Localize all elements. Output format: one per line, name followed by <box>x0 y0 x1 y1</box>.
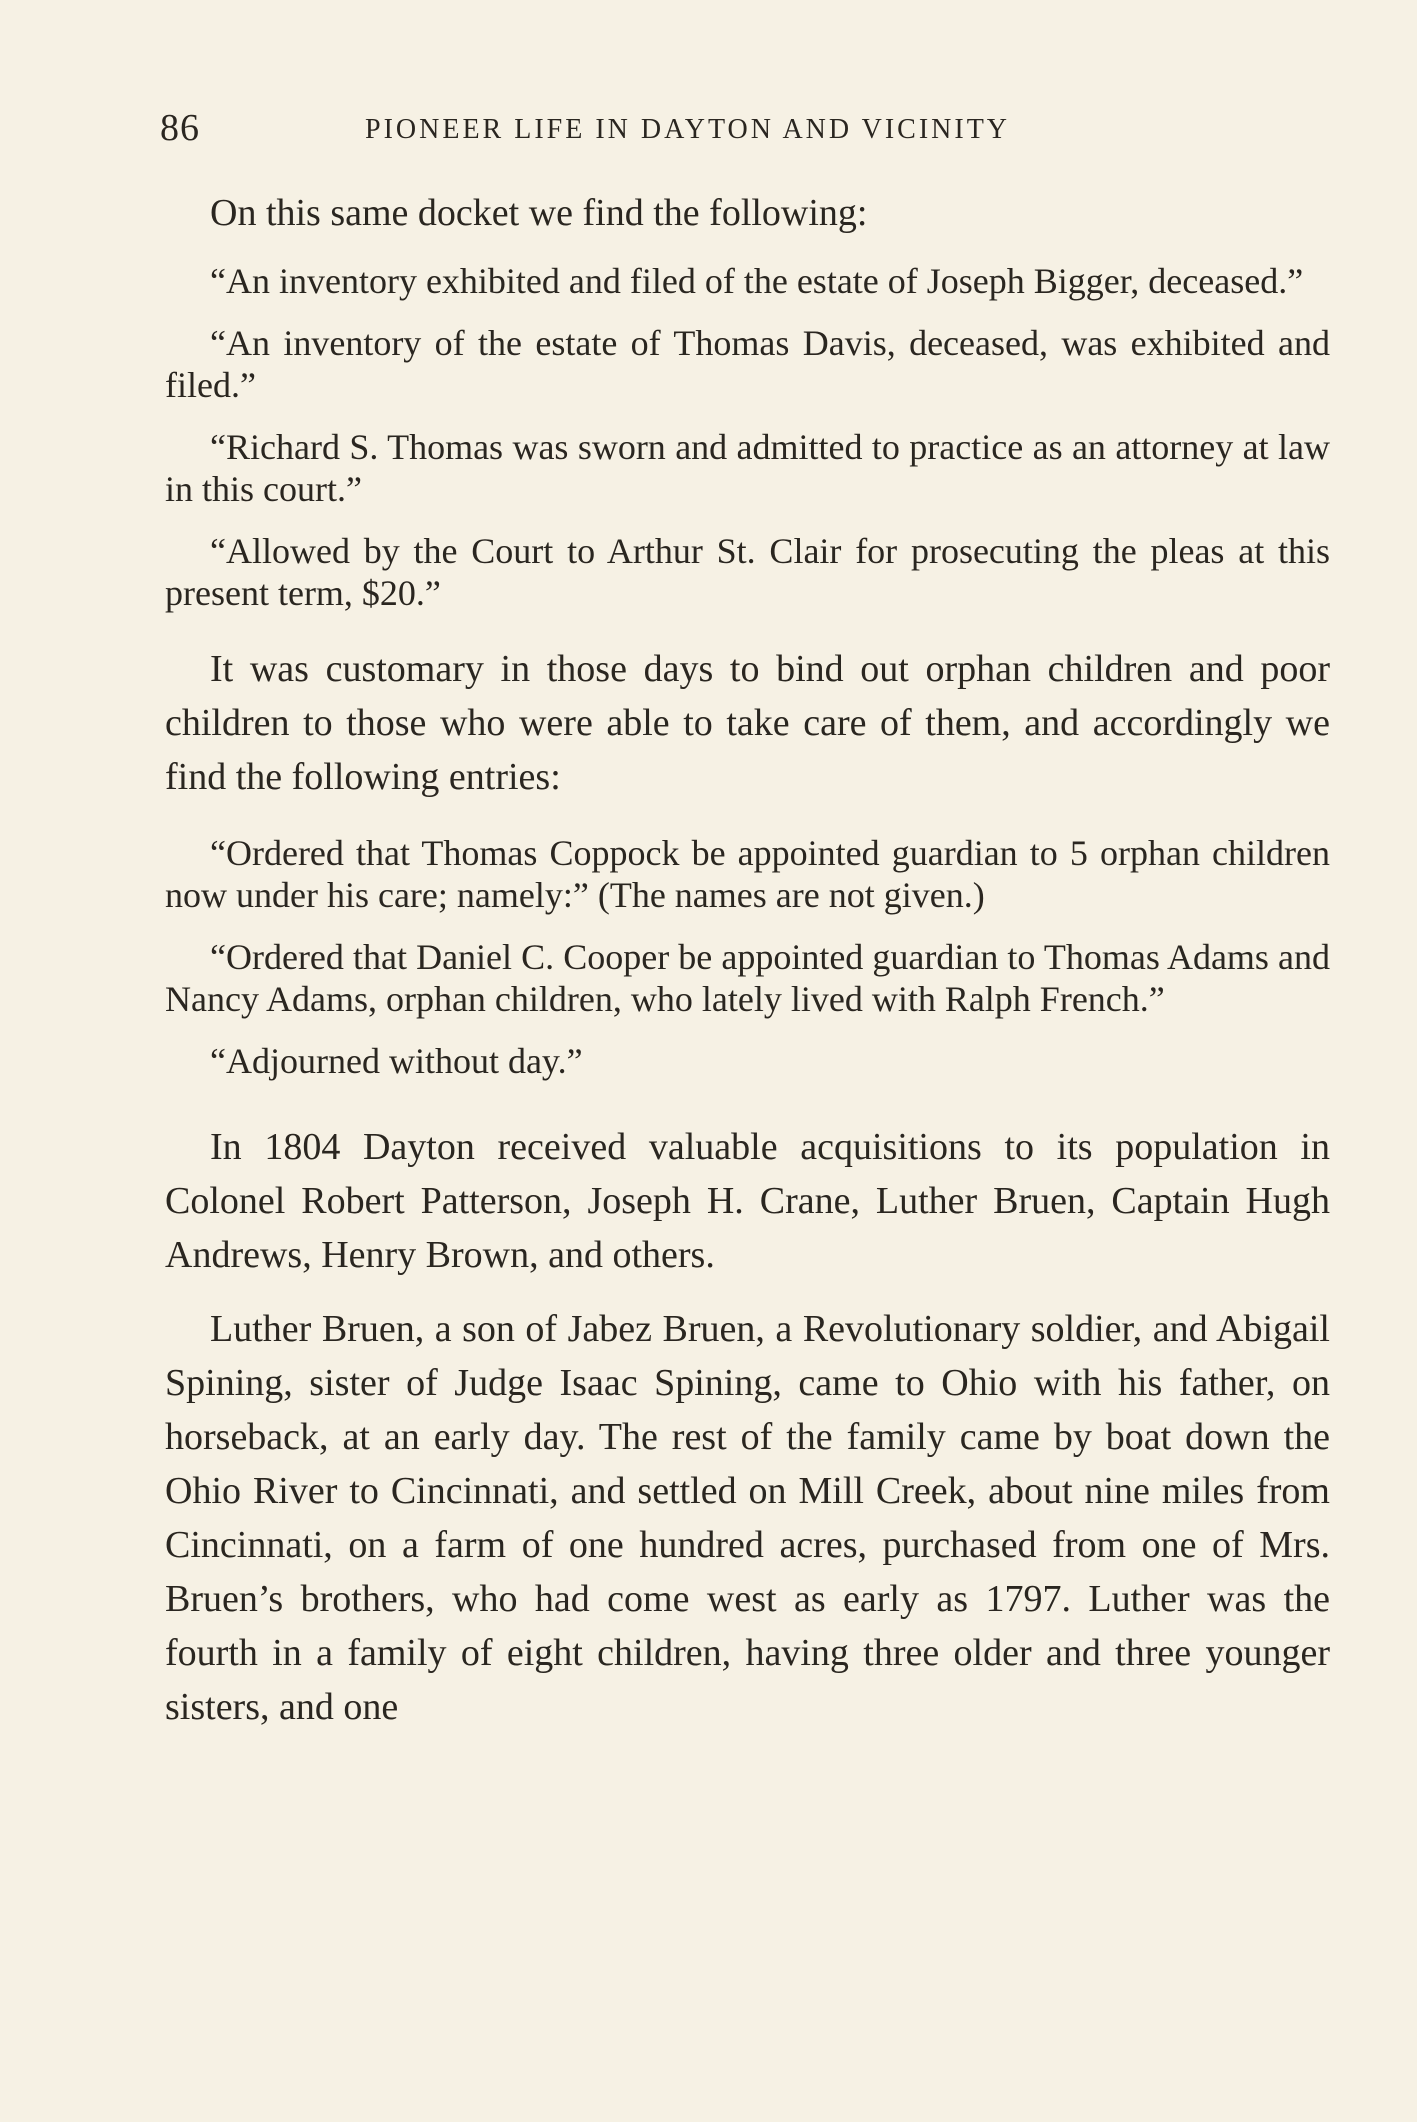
quoted-entry: “Richard S. Thomas was sworn and admitted to practice as an attorney at law in this court.” <box>165 427 1330 509</box>
running-head <box>160 106 1135 149</box>
paragraph: On this same docket we find the following: <box>210 192 868 234</box>
page-number: 86 <box>160 107 200 149</box>
paragraph: Luther Bruen, a son of Jabez Bruen, a Revolutionary soldier, and Abigail Spining, sister of Judge Isaac Spining, came to Ohio with his father, on horseback, at an early day. The rest of the family came by boat down the Ohio River to Cincinnati, and settled on Mill Creek, about nine miles from Cincinnati, on a farm of one hundred acres, purchased from one of Mrs. Bruen’s brothers, who had come west as early as 1797. Luther was the fourth in a family of eight children, having three older and three younger sisters, and one <box>165 1308 1330 1728</box>
paragraph: In 1804 Dayton received valuable acquisitions to its population in Colonel Robert Patterson, Joseph H. Crane, Luther Bruen, Captain Hugh Andrews, Henry Brown, and others. <box>165 1126 1330 1276</box>
quoted-entry: “Ordered that Daniel C. Cooper be appointed guardian to Thomas Adams and Nancy Adams, orphan children, who lately lived with Ralph French.” <box>165 937 1330 1019</box>
quoted-entry: “An inventory exhibited and filed of the estate of Joseph Bigger, deceased.” <box>210 261 1304 301</box>
quoted-entry: “Allowed by the Court to Arthur St. Clair for prosecuting the pleas at this present term, $20.” <box>165 531 1330 613</box>
body-text <box>165 186 1330 1734</box>
paragraph: It was customary in those days to bind out orphan children and poor children to those who were able to take care of them, and accordingly we find the following entries: <box>165 648 1330 798</box>
quoted-entry: “Adjourned without day.” <box>210 1041 583 1081</box>
quoted-entry: “An inventory of the estate of Thomas Davis, deceased, was exhibited and filed.” <box>165 323 1330 405</box>
quoted-entry: “Ordered that Thomas Coppock be appointed guardian to 5 orphan children now under his care; namely:” (The names are not given.) <box>165 833 1330 915</box>
running-title: PIONEER LIFE IN DAYTON AND VICINITY <box>365 114 1011 145</box>
